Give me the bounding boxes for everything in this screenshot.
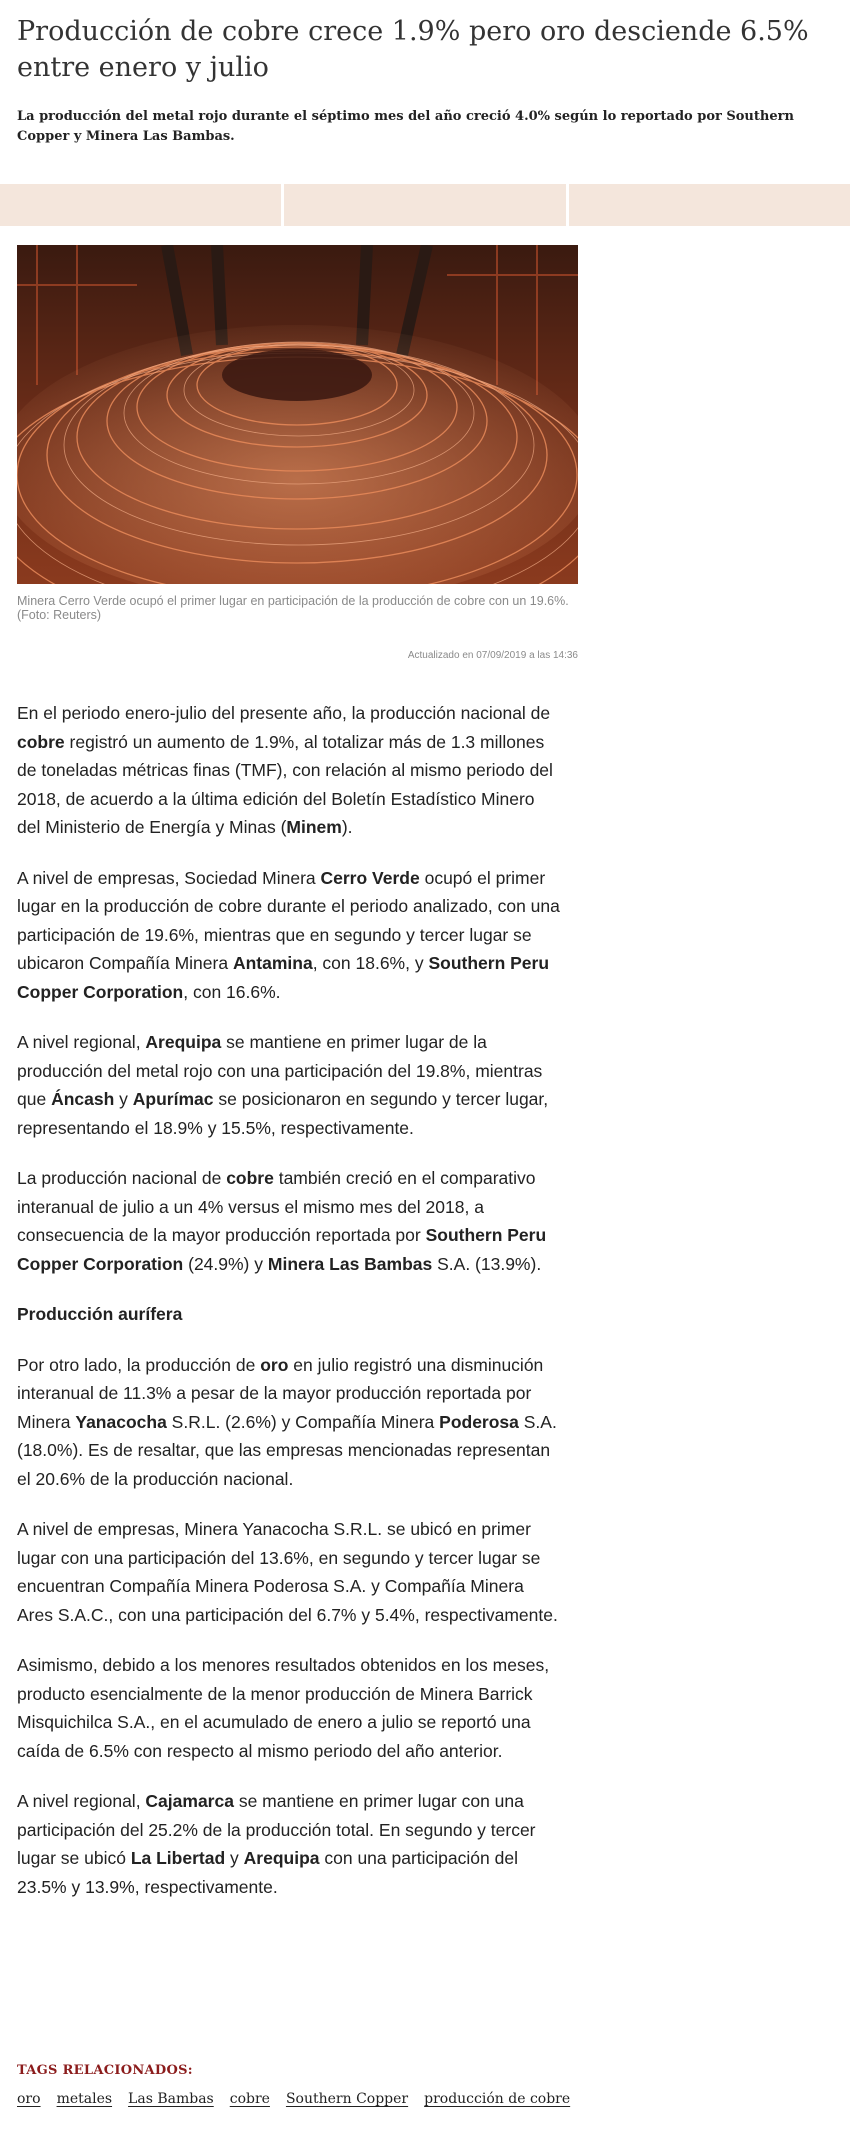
tag-link[interactable]: Southern Copper (285, 2091, 409, 2107)
share-button-2[interactable] (284, 184, 565, 226)
tag-link[interactable]: metales (56, 2091, 113, 2107)
paragraph: Por otro lado, la producción de oro en julio registró una disminución interanual de 11.3% a pesar de la mayor producción reportada por Minera Yanacocha S.R.L. (2.6%) y Compañía Minera Poderosa S.A. (18.0%). Es de resaltar, que las empresas mencionadas representan el 20.6% de la producción nacional. (17, 1354, 557, 1489)
paragraph: A nivel regional, Cajamarca se mantiene en primer lugar con una participación del 25.2% de la producción total. En segundo y tercer lugar se ubicó La Libertad y Arequipa con una participación del 23.5% y 13.9%, respectivamente. (17, 1791, 536, 1897)
article-body (17, 699, 562, 1923)
share-button-1[interactable] (0, 184, 281, 226)
paragraph: A nivel de empresas, Sociedad Minera Cerro Verde ocupó el primer lugar en la producción de cobre durante el periodo analizado, con una participación de 19.6%, mientras que en segundo y tercer lugar se ubicaron Compañía Minera Antamina, con 18.6%, y Southern Peru Copper Corporation, con 16.6%. (17, 867, 560, 1002)
tags-heading: TAGS RELACIONADOS: (17, 2063, 193, 2078)
article-subtitle: La producción del metal rojo durante el séptimo mes del año creció 4.0% según lo reportado por Southern Copper y Minera Las Bambas. (17, 109, 794, 144)
paragraph: En el periodo enero-julio del presente año, la producción nacional de cobre registró un aumento de 1.9%, al totalizar más de 1.3 millones de toneladas métricas finas (TMF), con relación al mismo periodo del 2018, de acuerdo a la última edición del Boletín Estadístico Minero del Ministerio de Energía y Minas (Minem). (17, 703, 553, 837)
tag-link[interactable]: cobre (229, 2091, 270, 2107)
paragraph: A nivel regional, Arequipa se mantiene en primer lugar de la producción del metal rojo con una participación del 19.8%, mientras que Áncash y Apurímac se posicionaron en segundo y tercer lugar, representando el 18.9% y 15.5%, respectivamente. (17, 1032, 549, 1138)
tag-link[interactable]: producción de cobre (424, 2091, 571, 2107)
copper-wire-coils-photo (17, 245, 578, 584)
section-subheading: Producción aurífera (17, 1304, 183, 1324)
paragraph: La producción nacional de cobre también creció en el comparativo interanual de julio a un 4% versus el mismo mes del 2018, a consecuencia de la mayor producción reportada por Southern Peru Copper Corporation (24.9%) y Minera Las Bambas S.A. (13.9%). (17, 1168, 547, 1274)
share-bar (0, 184, 850, 226)
photo-caption: Minera Cerro Verde ocupó el primer lugar en participación de la producción de cobre con un 19.6%. (Foto: Reuters) (17, 594, 569, 622)
share-button-3[interactable] (569, 184, 850, 226)
tag-link[interactable]: oro (17, 2091, 41, 2107)
paragraph: Asimismo, debido a los menores resultados obtenidos en los meses, producto esencialmente de la menor producción de Minera Barrick Misquichilca S.A., en el acumulado de enero a julio se reportó una caída de 6.5% con respecto al mismo periodo del año anterior. (17, 1655, 550, 1761)
updated-timestamp: Actualizado en 07/09/2019 a las 14:36 (407, 650, 578, 661)
tag-link[interactable]: Las Bambas (128, 2091, 214, 2107)
tags-list (17, 2091, 570, 2107)
paragraph: A nivel de empresas, Minera Yanacocha S.R.L. se ubicó en primer lugar con una participación del 13.6%, en segundo y tercer lugar se encuentran Compañía Minera Poderosa S.A. y Compañía Minera Ares S.A.C., con una participación del 6.7% y 5.4%, respectivamente. (17, 1519, 558, 1625)
article-headline: Producción de cobre crece 1.9% pero oro desciende 6.5% entre enero y julio (17, 16, 809, 83)
